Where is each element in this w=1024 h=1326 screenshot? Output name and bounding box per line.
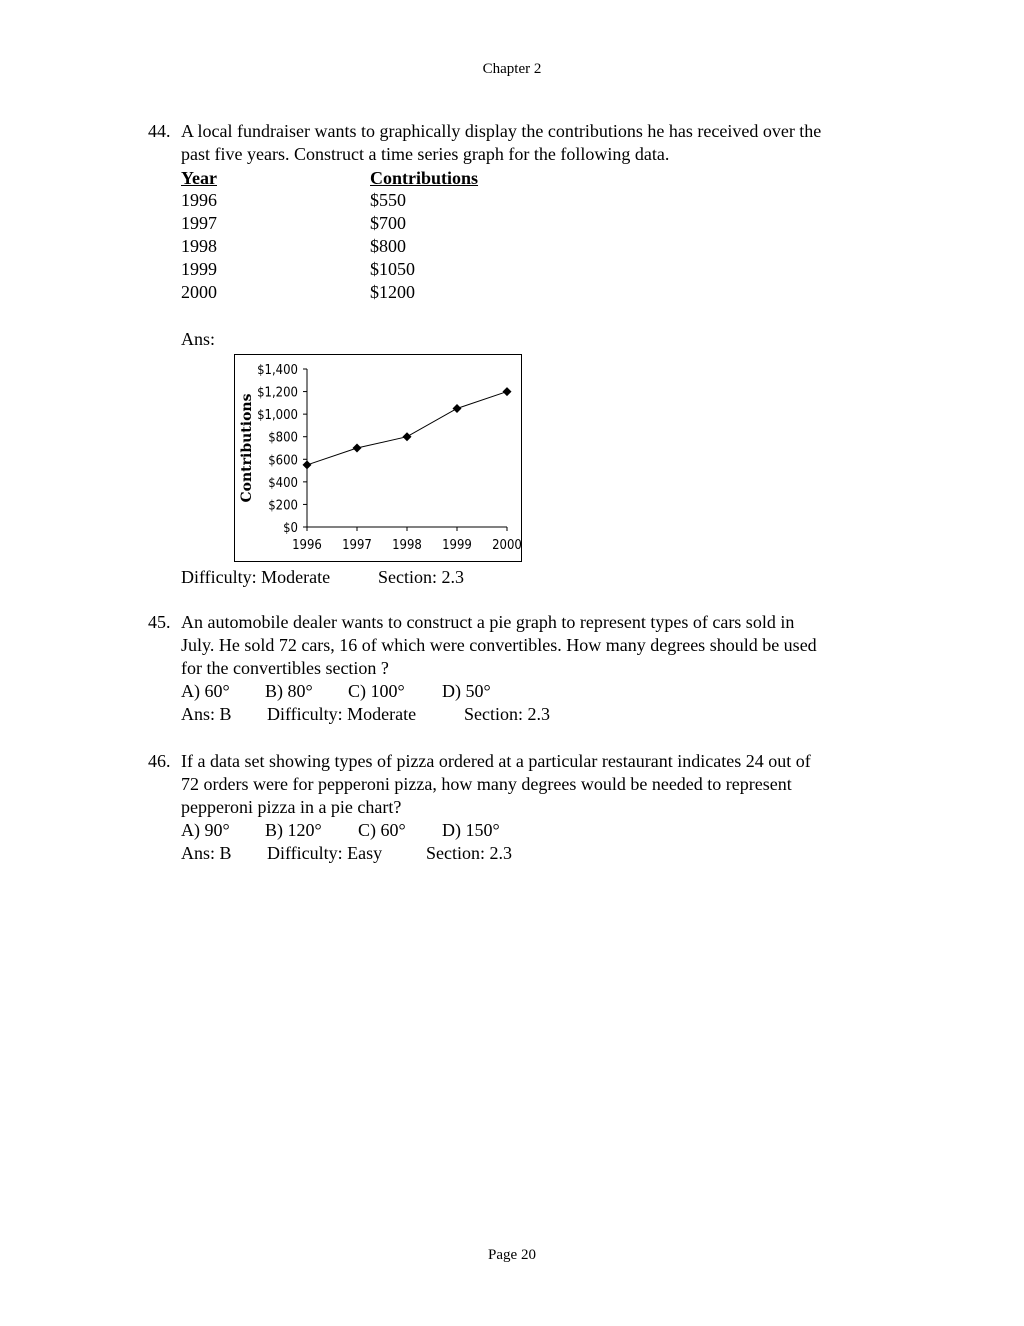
y-tick-label: $1,200 — [257, 385, 298, 401]
question-44-line-2: past five years. Construct a time series graph for the following data. — [181, 144, 670, 164]
table-cell-year: 1996 — [181, 190, 217, 210]
question-number-46: 46. — [148, 751, 171, 771]
question-number-44: 44. — [148, 121, 171, 141]
difficulty-label: Difficulty: Moderate — [267, 704, 417, 724]
question-46-line-3: pepperoni pizza in a pie chart? — [181, 797, 402, 817]
difficulty-label: Difficulty: Moderate — [181, 567, 331, 587]
question-46-line-2: 72 orders were for pepperoni pizza, how many degrees would be needed to represent — [181, 774, 792, 794]
y-tick-label: $400 — [268, 475, 298, 491]
table-cell-amount: $1200 — [370, 282, 415, 302]
choice-b: B) 120° — [265, 820, 322, 840]
table-cell-amount: $700 — [370, 213, 406, 233]
question-45-line-1: An automobile dealer wants to construct a pie graph to represent types of cars sold in — [181, 612, 795, 632]
data-point — [403, 432, 412, 441]
table-cell-year: 1998 — [181, 236, 217, 256]
y-tick-label: $600 — [268, 453, 298, 469]
x-tick-label: 1999 — [442, 538, 472, 553]
contributions-line-chart — [234, 354, 524, 564]
choice-a: A) 60° — [181, 681, 230, 701]
table-cell-amount: $550 — [370, 190, 406, 210]
data-point — [453, 404, 462, 413]
question-45-line-2: July. He sold 72 cars, 16 of which were convertibles. How many degrees should be used — [181, 635, 817, 655]
data-point — [503, 387, 512, 396]
difficulty-label: Difficulty: Easy — [267, 843, 383, 863]
x-tick-label: 2000 — [492, 538, 522, 553]
choice-b: B) 80° — [265, 681, 313, 701]
question-44-line-1: A local fundraiser wants to graphically display the contributions he has received over the — [181, 121, 822, 141]
answer-label: Ans: — [181, 329, 216, 349]
section-label: Section: 2.3 — [378, 567, 464, 587]
table-cell-year: 2000 — [181, 282, 217, 302]
data-point — [303, 460, 312, 469]
x-tick-label: 1997 — [342, 538, 372, 553]
data-point — [353, 444, 362, 453]
table-cell-year: 1999 — [181, 259, 217, 279]
y-axis-label: Contributions — [239, 393, 255, 503]
section-label: Section: 2.3 — [426, 843, 512, 863]
question-number-45: 45. — [148, 612, 171, 632]
section-label: Section: 2.3 — [464, 704, 550, 724]
page-footer: Page 20 — [488, 1247, 536, 1263]
choice-a: A) 90° — [181, 820, 230, 840]
choice-d: D) 50° — [442, 681, 491, 701]
page-header: Chapter 2 — [482, 61, 542, 77]
choice-c: C) 100° — [348, 681, 405, 701]
x-tick-label: 1998 — [392, 538, 422, 553]
y-tick-label: $200 — [268, 498, 298, 514]
x-tick-label: 1996 — [292, 538, 322, 553]
y-tick-label: $1,000 — [257, 408, 298, 424]
question-45-line-3: for the convertibles section ? — [181, 658, 389, 678]
question-46-line-1: If a data set showing types of pizza ordered at a particular restaurant indicates 24 out of — [181, 751, 811, 771]
answer-key: Ans: B — [181, 843, 232, 863]
answer-key: Ans: B — [181, 704, 232, 724]
series-line — [307, 392, 507, 465]
y-tick-label: $800 — [268, 430, 298, 446]
table-cell-year: 1997 — [181, 213, 217, 233]
choice-c: C) 60° — [358, 820, 406, 840]
table-header-contributions: Contributions — [370, 168, 479, 188]
y-tick-label: $0 — [283, 521, 298, 536]
choice-d: D) 150° — [442, 820, 500, 840]
y-tick-label: $1,400 — [257, 363, 298, 378]
table-header-year: Year — [181, 168, 217, 188]
table-cell-amount: $1050 — [370, 259, 415, 279]
table-cell-amount: $800 — [370, 236, 406, 256]
